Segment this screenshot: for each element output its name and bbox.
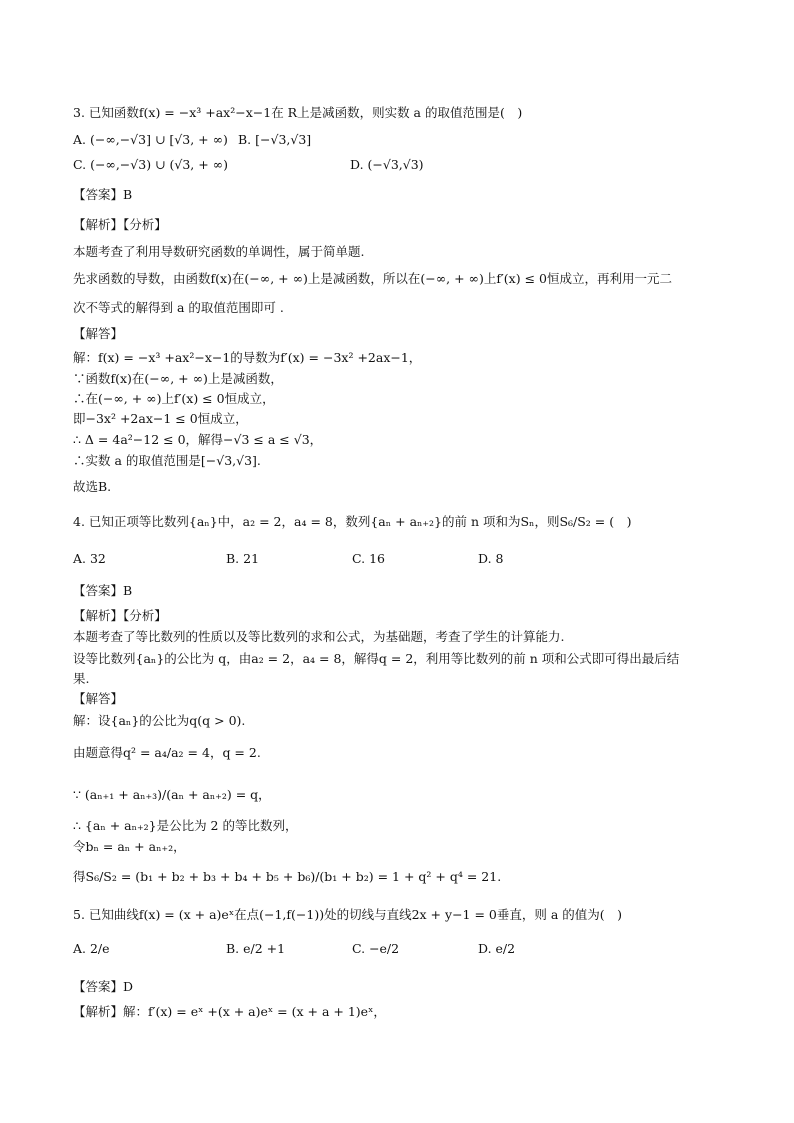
q4-analysis-heading: 【解析】【分析】 (73, 608, 167, 623)
q4-solution-line: ∵ (aₙ₊₁ + aₙ₊₃)/(aₙ + aₙ₊₂) = q， (73, 787, 271, 802)
q3-stem: 3. 已知函数f(x) = −x³ +ax²−x−1在 R上是减函数，则实数 a 的取值范围是( ) (73, 105, 523, 120)
q4-answer: 【答案】B (73, 583, 133, 598)
q3-answer: 【答案】B (73, 187, 133, 202)
q5-answer: 【答案】D (73, 979, 134, 994)
q4-analysis-line: 设等比数列{aₙ}的公比为 q，由a₂ = 2，a₄ = 8，解得q = 2，利用等比数列的前 n 项和公式即可得出最后结 (73, 651, 680, 666)
q5-stem: 5. 已知曲线f(x) = (x + a)eˣ在点(−1,f(−1))处的切线与直线2x + y−1 = 0垂直，则 a 的值为( ) (73, 907, 623, 922)
q4-solution-line: ∴ {aₙ + aₙ₊₂}是公比为 2 的等比数列， (73, 818, 298, 833)
q4-stem: 4. 已知正项等比数列{aₙ}中，a₂ = 2，a₄ = 8，数列{aₙ + aₙ₊₂}的前 n 项和为Sₙ，则S₆/S₂ = ( ) (73, 514, 632, 529)
q5-option-b: B. e/2 +1 (226, 941, 286, 956)
q3-option-b: B. [−√3,√3] (238, 132, 312, 147)
q4-solution-line: 解：设{aₙ}的公比为q(q > 0). (73, 713, 246, 728)
q5-option-a: A. 2/e (73, 941, 110, 956)
q4-option-c: C. 16 (352, 551, 385, 566)
q4-solution-line: 由题意得q² = a₄/a₂ = 4，q = 2. (73, 745, 261, 760)
q3-solution-line: ∴ Δ = 4a²−12 ≤ 0，解得−√3 ≤ a ≤ √3， (73, 432, 323, 447)
q3-solution-line: ∴在(−∞, + ∞)上f′(x) ≤ 0恒成立， (73, 391, 275, 406)
q3-analysis-line: 先求函数的导数，由函数f(x)在(−∞, + ∞)上是减函数，所以在(−∞, + ∞)上f′(x) ≤ 0恒成立，再利用一元二 (73, 271, 672, 286)
q4-solution-heading: 【解答】 (73, 691, 124, 706)
q3-analysis-heading: 【解析】【分析】 (73, 217, 167, 232)
q5-analysis-line: 【解析】解：f′(x) = eˣ +(x + a)eˣ = (x + a + 1)eˣ， (73, 1004, 386, 1019)
q3-option-a: A. (−∞,−√3] ∪ [√3, + ∞) (73, 132, 228, 147)
q3-solution-line: 解：f(x) = −x³ +ax²−x−1的导数为f′(x) = −3x² +2ax−1， (73, 350, 422, 365)
q4-solution-line: 得S₆/S₂ = (b₁ + b₂ + b₃ + b₄ + b₅ + b₆)/(b₁ + b₂) = 1 + q² + q⁴ = 21. (73, 869, 502, 884)
q4-option-b: B. 21 (226, 551, 260, 566)
q4-option-d: D. 8 (478, 551, 504, 566)
q3-option-c: C. (−∞,−√3) ∪ (√3, + ∞) (73, 157, 228, 172)
q4-solution-line: 令bₙ = aₙ + aₙ₊₂， (73, 839, 186, 854)
q5-option-c: C. −e/2 (352, 941, 400, 956)
q3-solution-line: ∵函数f(x)在(−∞, + ∞)上是减函数， (73, 371, 283, 386)
q3-solution-line: ∴实数 a 的取值范围是[−√3,√3]. (73, 453, 261, 468)
q5-option-d: D. e/2 (478, 941, 516, 956)
q3-option-d: D. (−√3,√3) (350, 157, 424, 172)
q4-analysis-line: 本题考查了等比数列的性质以及等比数列的求和公式，为基础题，考查了学生的计算能力. (73, 629, 565, 644)
q4-option-a: A. 32 (73, 551, 106, 566)
q3-solution-heading: 【解答】 (73, 326, 124, 341)
q3-solution-line: 即−3x² +2ax−1 ≤ 0恒成立， (73, 411, 248, 426)
q3-solution-line: 故选B. (73, 479, 112, 494)
q4-analysis-line: 果. (73, 671, 90, 686)
q3-analysis-line: 本题考查了利用导数研究函数的单调性，属于简单题. (73, 244, 365, 259)
q3-analysis-line: 次不等式的解得到 a 的取值范围即可 . (73, 300, 284, 315)
